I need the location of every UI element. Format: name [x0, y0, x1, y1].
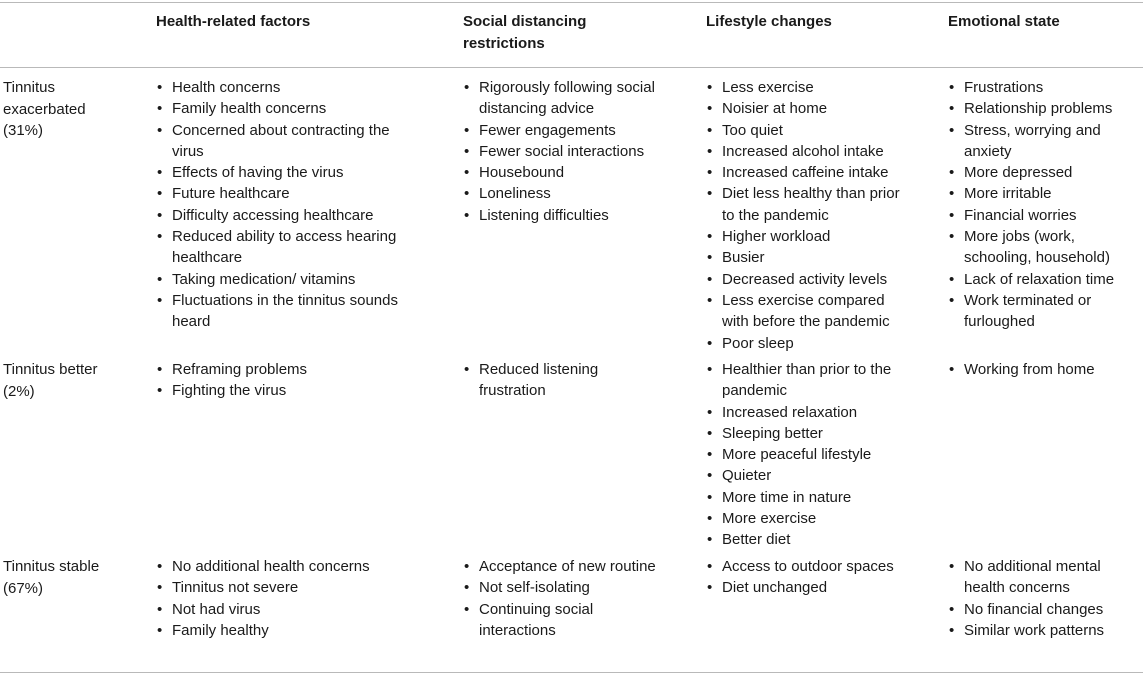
list-item: • Too quiet — [706, 120, 906, 141]
list-item: • More depressed — [948, 162, 1138, 183]
list-item: • Acceptance of new routine — [463, 556, 663, 577]
cell-stable-emotional — [948, 556, 1138, 641]
list-item: • Reduced ability to access hearing healthcare — [156, 226, 406, 269]
cell-exacerbated-social — [463, 77, 663, 226]
list-item: • Housebound — [463, 162, 663, 183]
list-item: • Increased alcohol intake — [706, 141, 906, 162]
cell-stable-health — [156, 556, 406, 641]
cell-better-lifestyle — [706, 359, 906, 551]
list-item: • Better diet — [706, 529, 906, 550]
cell-better-emotional — [948, 359, 1138, 380]
row-label-exacerbated: Tinnitus exacerbated (31%) — [3, 79, 86, 139]
list-item: • Listening difficulties — [463, 205, 663, 226]
list-item: • Frustrations — [948, 77, 1138, 98]
list-item: • Access to outdoor spaces — [706, 556, 906, 577]
list-item: • Less exercise compared with before the pandemic — [706, 290, 906, 333]
list-item: • Increased relaxation — [706, 402, 906, 423]
header-social-distancing-restrictions: Social distancing restrictions — [463, 13, 587, 52]
list-item: • Fluctuations in the tinnitus sounds heard — [156, 290, 406, 333]
list-item: • Health concerns — [156, 77, 406, 98]
table-top-rule — [0, 2, 1143, 3]
header-lifestyle-changes: Lifestyle changes — [706, 13, 832, 30]
row-label-better: Tinnitus better (2%) — [3, 361, 98, 400]
list-item: • Diet unchanged — [706, 577, 906, 598]
cell-better-health — [156, 359, 406, 402]
list-item: • Not had virus — [156, 599, 406, 620]
list-item: • More exercise — [706, 508, 906, 529]
cell-exacerbated-lifestyle — [706, 77, 906, 354]
list-item: • More jobs (work, schooling, household) — [948, 226, 1138, 269]
cell-stable-social — [463, 556, 663, 641]
list-item: • No financial changes — [948, 599, 1138, 620]
list-item: • Healthier than prior to the pandemic — [706, 359, 906, 402]
cell-stable-lifestyle — [706, 556, 906, 599]
cell-exacerbated-emotional — [948, 77, 1138, 333]
list-item: • Not self-isolating — [463, 577, 663, 598]
header-emotional-state: Emotional state — [948, 13, 1060, 30]
list-item: • Less exercise — [706, 77, 906, 98]
cell-exacerbated-health — [156, 77, 406, 333]
list-item: • Busier — [706, 247, 906, 268]
list-item: • Family health concerns — [156, 98, 406, 119]
list-item: • Stress, worrying and anxiety — [948, 120, 1138, 163]
list-item: • Rigorously following social distancing advice — [463, 77, 663, 120]
list-item: • Noisier at home — [706, 98, 906, 119]
list-item: • Fighting the virus — [156, 380, 406, 401]
cell-better-social — [463, 359, 663, 402]
list-item: • Fewer social interactions — [463, 141, 663, 162]
list-item: • More peaceful lifestyle — [706, 444, 906, 465]
list-item: • Similar work patterns — [948, 620, 1138, 641]
list-item: • Tinnitus not severe — [156, 577, 406, 598]
list-item: • More time in nature — [706, 487, 906, 508]
list-item: • Quieter — [706, 465, 906, 486]
header-health-related-factors: Health-related factors — [156, 13, 311, 30]
list-item: • No additional mental health concerns — [948, 556, 1138, 599]
list-item: • Family healthy — [156, 620, 406, 641]
list-item: • Difficulty accessing healthcare — [156, 205, 406, 226]
header-rule — [0, 67, 1143, 68]
list-item: • Decreased activity levels — [706, 269, 906, 290]
list-item: • Higher workload — [706, 226, 906, 247]
table-bottom-rule — [0, 672, 1143, 673]
list-item: • Taking medication/ vitamins — [156, 269, 406, 290]
list-item: • Reduced listening frustration — [463, 359, 663, 402]
list-item: • Lack of relaxation time — [948, 269, 1138, 290]
list-item: • Work terminated or furloughed — [948, 290, 1138, 333]
list-item: • Effects of having the virus — [156, 162, 406, 183]
list-item: • Concerned about contracting the virus — [156, 120, 406, 163]
list-item: • No additional health concerns — [156, 556, 406, 577]
list-item: • Diet less healthy than prior to the pandemic — [706, 183, 906, 226]
list-item: • Future healthcare — [156, 183, 406, 204]
list-item: • Financial worries — [948, 205, 1138, 226]
list-item: • Loneliness — [463, 183, 663, 204]
list-item: • More irritable — [948, 183, 1138, 204]
list-item: • Working from home — [948, 359, 1138, 380]
list-item: • Poor sleep — [706, 333, 906, 354]
list-item: • Reframing problems — [156, 359, 406, 380]
list-item: • Sleeping better — [706, 423, 906, 444]
list-item: • Fewer engagements — [463, 120, 663, 141]
row-label-stable: Tinnitus stable (67%) — [3, 558, 100, 597]
list-item: • Continuing social interactions — [463, 599, 663, 642]
list-item: • Relationship problems — [948, 98, 1138, 119]
list-item: • Increased caffeine intake — [706, 162, 906, 183]
